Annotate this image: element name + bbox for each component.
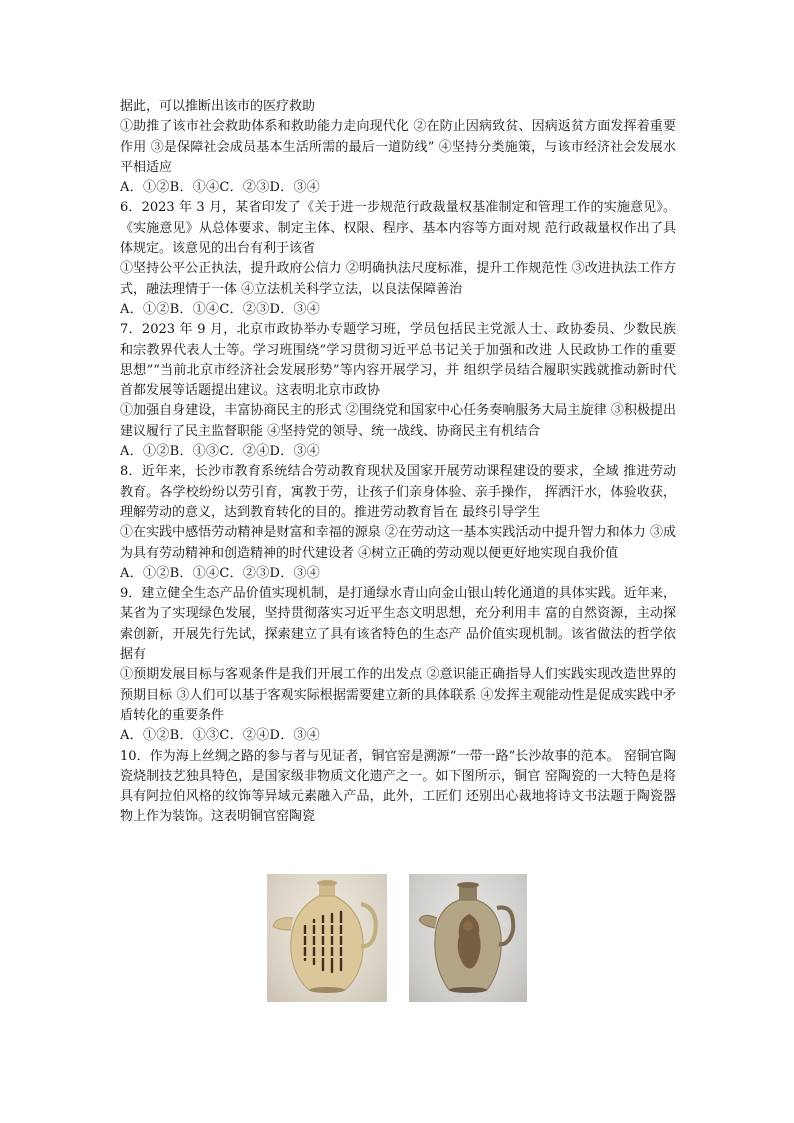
ceramics-figure <box>267 874 529 1002</box>
question-6: 6．2023 年 3 月，某省印发了《关于进一步规范行政裁量权基准制定和管理工作的实施意见》。《实施意见》从总体要求、制定主体、权限、程序、基本内容等方面对规 范行政裁量权作出了具体规定。该意见的出台有利于该省 <box>120 200 676 257</box>
answer-options: A．①②B．①③C．②④D．③④ <box>120 444 321 460</box>
paragraph: ①助推了该市社会救助体系和救助能力走向现代化 ②在防止因病致贫、因病返贫方面发挥着重要作用 ③是保障社会成员基本生活所需的最后一道防线” ④坚持分类施策，与该市经济社会发展水平相适应 <box>120 119 676 175</box>
question-7: 7．2023 年 9 月，北京市政协举办专题学习班，学员包括民主党派人士、政协委员、少数民族和宗教界代表人士等。学习班围绕“学习贯彻习近平总书记关于加强和改进 人民政协工作的重要思想”“当前北京市经济社会发展形势”等内容开展学习，并 组织学员结合履职实践就推动新时代首都发展等话题提出建议。这表明北京市政协 <box>120 322 676 399</box>
question-9: 9．建立健全生态产品价值实现机制，是打通绿水青山向金山银山转化通道的具体实践。近年来，某省为了实现绿色发展，坚持贯彻落实习近平生态文明思想，充分利用丰 富的自然资源，主动探索创新，开展先行先试，探索建立了具有该省特色的生态产 品价值实现机制。该省做法的哲学依据有 <box>120 586 676 663</box>
answer-options: A．①②B．①④C．②③D．③④ <box>120 180 321 196</box>
paragraph: ①预期发展目标与客观条件是我们开展工作的出发点 ②意识能正确指导人们实践实现改造世界的预期目标 ③人们可以基于客观实际根据需要建立新的具体联系 ④发挥主观能动性是促成实践中矛盾转化的重要条件 <box>120 667 676 723</box>
paragraph: 据此，可以推断出该市的医疗救助 <box>120 99 316 114</box>
answer-options: A．①②B．①③C．②④D．③④ <box>120 728 321 744</box>
ceramic-ewer-with-relief-photo <box>409 874 527 1002</box>
answer-options: A．①②B．①④C．②③D．③④ <box>120 301 321 317</box>
ewer-illustration <box>409 874 527 1002</box>
question-text <box>120 97 676 828</box>
ewer-illustration <box>267 874 387 1002</box>
paragraph: ①在实践中感悟劳动精神是财富和幸福的源泉 ②在劳动这一基本实践活动中提升智力和体力 ③成为具有劳动精神和创造精神的时代建设者 ④树立正确的劳动观以便更好地实现自我价值 <box>120 525 676 561</box>
paragraph: ①坚持公平公正执法，提升政府公信力 ②明确执法尺度标准，提升工作规范性 ③改进执法工作方式，融法理情于一体 ④立法机关科学立法，以良法保障善治 <box>120 261 676 297</box>
question-8: 8．近年来，长沙市教育系统结合劳动教育现状及国家开展劳动课程建设的要求，全域 推进劳动教育。各学校纷纷以劳引育，寓教于劳，让孩子们亲身体验、亲手操作， 挥洒汗水，体验收获，理解劳动的意义，达到教育转化的目的。推进劳动教育旨在 最终引导学生 <box>120 464 676 520</box>
ceramic-ewer-with-calligraphy-photo <box>267 874 387 1002</box>
question-10: 10．作为海上丝绸之路的参与者与见证者，铜官窑是溯源“一带一路”长沙故事的范本。 窑铜官陶瓷烧制技艺独具特色，是国家级非物质文化遗产之一。如下图所示，铜官 窑陶瓷的一大特色是将具有阿拉伯风格的纹饰等异域元素融入产品，此外，工匠们 还别出心裁地将诗文书法题于陶瓷器物上作为装饰。这表明铜官窑陶瓷 <box>120 748 676 825</box>
paragraph: ①加强自身建设，丰富协商民主的形式 ②围绕党和国家中心任务奏响服务大局主旋律 ③积极提出建议履行了民主监督职能 ④坚持党的领导、统一战线、协商民主有机结合 <box>120 403 676 439</box>
answer-options: A．①②B．①④C．②③D．③④ <box>120 565 321 581</box>
